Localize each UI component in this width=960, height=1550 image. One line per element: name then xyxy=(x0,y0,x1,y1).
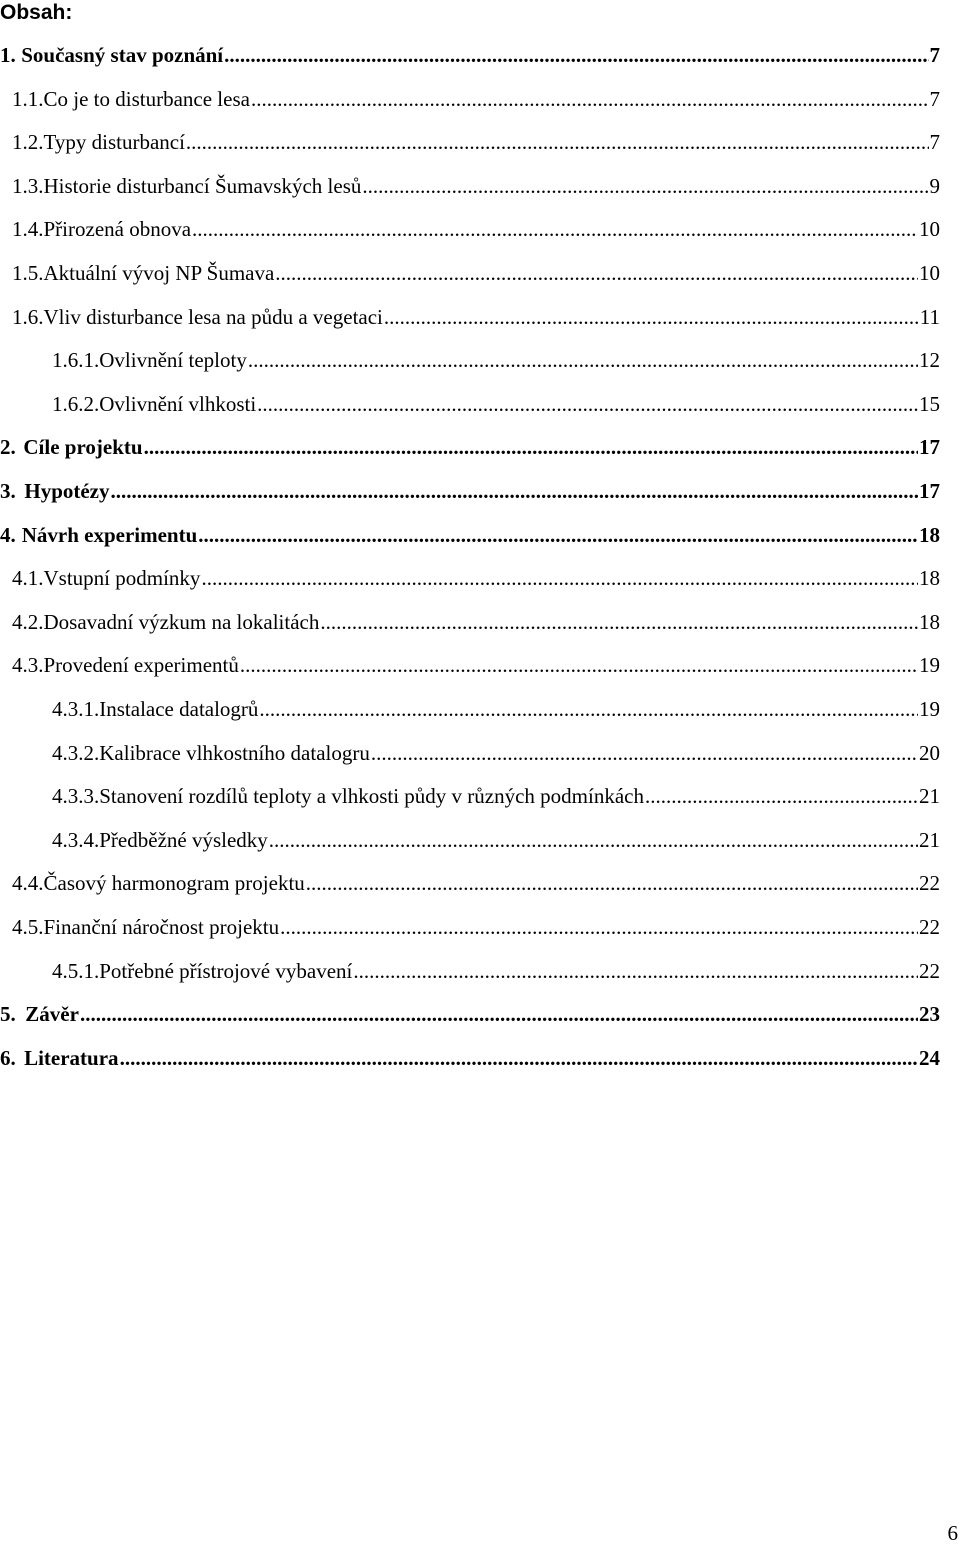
toc-entry[interactable] xyxy=(0,1043,940,1073)
toc-dot-leader xyxy=(306,868,918,898)
toc-entry-page: 23 xyxy=(919,1002,940,1027)
toc-entry-number: 4.2. xyxy=(12,609,44,634)
toc-entry-title: Typy disturbancí xyxy=(43,130,185,155)
toc-entry-page: 12 xyxy=(919,348,940,373)
toc-entry-page: 11 xyxy=(919,304,940,329)
toc-entry-page: 24 xyxy=(919,1045,940,1070)
toc-entry-title: Co je to disturbance lesa xyxy=(43,86,250,111)
toc-dot-leader xyxy=(198,520,918,550)
toc-entry-page: 7 xyxy=(929,86,940,111)
toc-entry-number: 1. xyxy=(0,43,16,67)
toc-entry-title: Finanční náročnost projektu xyxy=(43,915,280,939)
toc-entry-number: 4. xyxy=(0,522,16,547)
toc-dot-leader xyxy=(645,781,918,811)
toc-entry[interactable] xyxy=(52,345,940,375)
toc-dot-leader xyxy=(269,825,918,855)
toc-entry-page: 21 xyxy=(919,827,940,852)
toc-entry-page: 17 xyxy=(919,479,940,503)
toc-entry-page: 10 xyxy=(919,217,940,242)
toc-entry-title: Aktuální vývoj NP Šumava xyxy=(43,261,275,285)
page-number: 6 xyxy=(947,1521,958,1545)
toc-entry-number: 1.6. xyxy=(12,304,44,329)
toc-entry-title: Vliv disturbance lesa na půdu a vegetaci xyxy=(43,304,383,329)
toc-entry-number: 4.3.4. xyxy=(52,827,100,852)
toc-entry-title: Dosavadní výzkum na lokalitách xyxy=(43,609,320,634)
toc-entry-page: 15 xyxy=(919,391,940,416)
toc-entry-title: Historie disturbancí Šumavských lesů xyxy=(43,173,362,198)
toc-entry-page: 20 xyxy=(919,740,940,765)
toc-entry[interactable] xyxy=(12,214,940,244)
toc-dot-leader xyxy=(353,956,918,986)
toc-entry-title: Cíle projektu xyxy=(23,435,143,460)
toc-entry[interactable] xyxy=(12,171,940,201)
toc-entry-title: Provedení experimentů xyxy=(43,653,239,678)
toc-entry[interactable] xyxy=(0,432,940,462)
toc-entry-title: Návrh experimentu xyxy=(21,522,198,547)
toc-entry-page: 9 xyxy=(929,173,940,198)
toc-entry[interactable] xyxy=(12,912,940,942)
toc-entry-number: 4.3.2. xyxy=(52,740,100,765)
toc-entry-number: 1.3. xyxy=(12,173,44,198)
toc-dot-leader xyxy=(240,650,918,680)
toc-dot-leader xyxy=(280,912,918,942)
toc-entry-number: 1.6.1. xyxy=(52,348,100,373)
toc-entry-number: 1.5. xyxy=(12,261,44,285)
toc-entry-title: Ovlivnění vlhkosti xyxy=(99,391,257,416)
toc-dot-leader xyxy=(192,214,918,244)
toc-entry[interactable] xyxy=(52,738,940,768)
toc-entry-page: 7 xyxy=(929,43,940,67)
toc-dot-leader xyxy=(80,999,918,1029)
toc-entry-number: 1.4. xyxy=(12,217,44,242)
toc-entry[interactable] xyxy=(0,476,940,506)
toc-entry-page: 10 xyxy=(919,261,940,285)
toc-entry[interactable] xyxy=(52,956,940,986)
toc-entry[interactable] xyxy=(12,650,940,680)
toc-entry-number: 2. xyxy=(0,435,16,460)
toc-entry-page: 22 xyxy=(919,871,940,896)
toc-entry[interactable] xyxy=(52,825,940,855)
toc-entry[interactable] xyxy=(0,999,940,1029)
toc-entry[interactable] xyxy=(12,563,940,593)
toc-entry-title: Předběžné výsledky xyxy=(99,827,268,852)
toc-entry-page: 22 xyxy=(919,958,940,983)
toc-entry-page: 19 xyxy=(919,653,940,678)
toc-dot-leader xyxy=(201,563,918,593)
toc-entry-page: 17 xyxy=(919,435,940,460)
toc-entry-number: 6. xyxy=(0,1045,16,1070)
toc-entry[interactable] xyxy=(12,302,940,332)
toc-entry-number: 4.3.3. xyxy=(52,784,100,809)
page-title: Obsah: xyxy=(0,1,73,24)
toc-entry-title: Současný stav poznání xyxy=(21,43,224,67)
toc-entry-number: 4.4. xyxy=(12,871,44,896)
toc-entry-number: 4.3.1. xyxy=(52,697,100,721)
toc-entry-title: Vstupní podmínky xyxy=(43,566,201,591)
toc-entry-title: Hypotézy xyxy=(24,479,110,503)
toc-entry-page: 18 xyxy=(919,566,940,591)
toc-entry-page: 7 xyxy=(929,130,940,155)
toc-entry-number: 4.3. xyxy=(12,653,44,678)
toc-entry-page: 18 xyxy=(919,522,940,547)
toc-entry-page: 18 xyxy=(919,609,940,634)
toc-entry[interactable] xyxy=(12,868,940,898)
toc-entry-title: Časový harmonogram projektu xyxy=(43,871,305,896)
toc-entry-number: 4.5. xyxy=(12,915,44,939)
toc-entry-number: 1.6.2. xyxy=(52,391,100,416)
toc-entry-title: Stanovení rozdílů teploty a vlhkosti půdy v různých podmínkách xyxy=(99,784,644,809)
toc-dot-leader xyxy=(224,40,928,70)
toc-entry[interactable] xyxy=(52,694,940,724)
toc-dot-leader xyxy=(384,302,919,332)
toc-dot-leader xyxy=(111,476,918,506)
toc-entry[interactable] xyxy=(12,84,940,114)
toc-dot-leader xyxy=(120,1043,918,1073)
toc-entry-title: Závěr xyxy=(25,1002,79,1027)
toc-dot-leader xyxy=(371,738,918,768)
toc-entry-title: Ovlivnění teploty xyxy=(99,348,247,373)
toc-entry-number: 4.5.1. xyxy=(52,958,100,983)
toc-entry-title: Přirozená obnova xyxy=(43,217,192,242)
toc-entry[interactable] xyxy=(0,520,940,550)
toc-entry[interactable] xyxy=(52,389,940,419)
toc-entry-number: 3. xyxy=(0,479,16,503)
toc-entry-page: 22 xyxy=(919,915,940,939)
toc-entry[interactable] xyxy=(12,607,940,637)
toc-entry[interactable] xyxy=(12,258,940,288)
toc-entry-number: 5. xyxy=(0,1002,16,1027)
toc-dot-leader xyxy=(320,607,918,637)
toc-entry-title: Potřebné přístrojové vybavení xyxy=(99,958,353,983)
toc-dot-leader xyxy=(248,345,918,375)
toc-entry-page: 19 xyxy=(919,697,940,721)
toc-entry-title: Kalibrace vlhkostního datalogru xyxy=(99,740,370,765)
toc-dot-leader xyxy=(257,389,918,419)
toc-entry-number: 1.1. xyxy=(12,86,44,111)
toc-dot-leader xyxy=(275,258,918,288)
toc-dot-leader xyxy=(362,171,928,201)
toc-entry[interactable] xyxy=(0,40,940,70)
toc-entry-title: Instalace datalogrů xyxy=(99,697,259,721)
toc-entry[interactable] xyxy=(52,781,940,811)
toc-entry[interactable] xyxy=(12,127,940,157)
toc-entry-page: 21 xyxy=(919,784,940,809)
toc-dot-leader xyxy=(251,84,929,114)
toc-entry-number: 1.2. xyxy=(12,130,44,155)
toc-dot-leader xyxy=(144,432,918,462)
toc-entry-number: 4.1. xyxy=(12,566,44,591)
toc-entry-title: Literatura xyxy=(24,1045,119,1070)
toc-dot-leader xyxy=(259,694,918,724)
toc-dot-leader xyxy=(186,127,929,157)
